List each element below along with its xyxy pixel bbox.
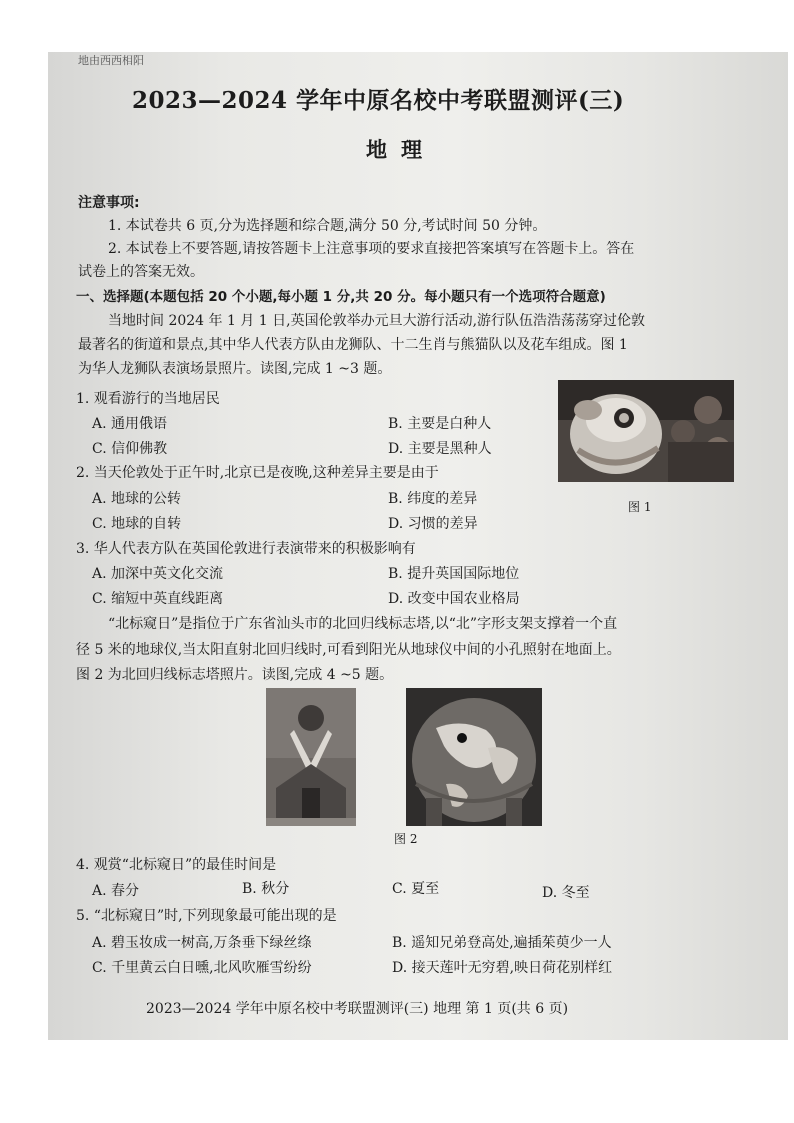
figure-1-caption: 图 1 xyxy=(628,500,652,514)
notes-line-2b: 试卷上的答案无效。 xyxy=(78,264,204,280)
question-3-option-a: A. 加深中英文化交流 xyxy=(92,566,224,582)
question-2-option-a: A. 地球的公转 xyxy=(92,491,182,507)
exam-title: 2023—2024 学年中原名校中考联盟测评(三) xyxy=(132,87,625,114)
question-4-option-c: C. 夏至 xyxy=(392,881,440,897)
notes-line-2a: 2. 本试卷上不要答题,请按答题卡上注意事项的要求直接把答案填写在答题卡上。答在 xyxy=(108,241,635,257)
question-5-option-a: A. 碧玉妆成一树高,万条垂下绿丝绦 xyxy=(92,935,312,951)
question-3-option-b: B. 提升英国国际地位 xyxy=(388,566,520,582)
question-1-option-d: D. 主要是黑种人 xyxy=(388,441,492,457)
question-5-option-c: C. 千里黄云白日曛,北风吹雁雪纷纷 xyxy=(92,960,312,976)
notes-line-1: 1. 本试卷共 6 页,分为选择题和综合题,满分 50 分,考试时间 50 分钟。 xyxy=(108,218,547,234)
question-2-option-b: B. 纬度的差异 xyxy=(388,491,478,507)
passage-1-line-3: 为华人龙狮队表演场景照片。读图,完成 1 ~3 题。 xyxy=(78,361,392,377)
figure-2-globe-photo xyxy=(406,688,542,826)
subject-title: 地理 xyxy=(366,137,436,162)
figure-2-caption: 图 2 xyxy=(394,832,418,846)
question-5-option-d: D. 接天莲叶无穷碧,映日荷花别样红 xyxy=(392,960,613,976)
question-4-option-d: D. 冬至 xyxy=(542,885,590,901)
passage-2-line-2: 径 5 米的地球仪,当太阳直射北回归线时,可看到阳光从地球仪中间的小孔照射在地面上。 xyxy=(76,642,621,658)
question-2-stem: 2. 当天伦敦处于正午时,北京已是夜晚,这种差异主要是由于 xyxy=(76,465,439,481)
question-1-stem: 1. 观看游行的当地居民 xyxy=(76,391,220,407)
exam-paper xyxy=(48,52,788,1040)
question-2-option-c: C. 地球的自转 xyxy=(92,516,182,532)
question-1-option-b: B. 主要是白种人 xyxy=(388,416,492,432)
section-1-heading: 一、选择题(本题包括 20 个小题,每小题 1 分,共 20 分。每小题只有一个选项符合题意) xyxy=(76,289,606,305)
figure-1-photo xyxy=(558,380,734,482)
passage-1-line-1: 当地时间 2024 年 1 月 1 日,英国伦敦举办元旦大游行活动,游行队伍浩浩荡荡穿过伦敦 xyxy=(108,313,646,329)
question-5-stem: 5. “北标窥日”时,下列现象最可能出现的是 xyxy=(76,908,337,924)
question-3-option-d: D. 改变中国农业格局 xyxy=(388,591,520,607)
question-1-option-c: C. 信仰佛教 xyxy=(92,441,168,457)
question-4-stem: 4. 观赏“北标窥日”的最佳时间是 xyxy=(76,857,277,873)
question-4-option-b: B. 秋分 xyxy=(242,881,290,897)
question-2-option-d: D. 习惯的差异 xyxy=(388,516,478,532)
figure-2-tower-photo xyxy=(266,688,356,826)
question-5-option-b: B. 遥知兄弟登高处,遍插茱萸少一人 xyxy=(392,935,612,951)
top-strip-text: 地由西西相阳 xyxy=(78,54,144,67)
notes-heading: 注意事项: xyxy=(78,195,140,211)
passage-2-line-1: “北标窥日”是指位于广东省汕头市的北回归线标志塔,以“北”字形支架支撑着一个直 xyxy=(108,616,618,632)
question-3-option-c: C. 缩短中英直线距离 xyxy=(92,591,224,607)
passage-1-line-2: 最著名的街道和景点,其中华人代表方队由龙狮队、十二生肖与熊猫队以及花车组成。图 1 xyxy=(78,337,628,353)
passage-2-line-3: 图 2 为北回归线标志塔照片。读图,完成 4 ~5 题。 xyxy=(76,667,394,683)
page-footer: 2023—2024 学年中原名校中考联盟测评(三) 地理 第 1 页(共 6 页) xyxy=(146,1001,569,1017)
question-3-stem: 3. 华人代表方队在英国伦敦进行表演带来的积极影响有 xyxy=(76,541,416,557)
question-4-option-a: A. 春分 xyxy=(92,883,140,899)
question-1-option-a: A. 通用俄语 xyxy=(92,416,168,432)
